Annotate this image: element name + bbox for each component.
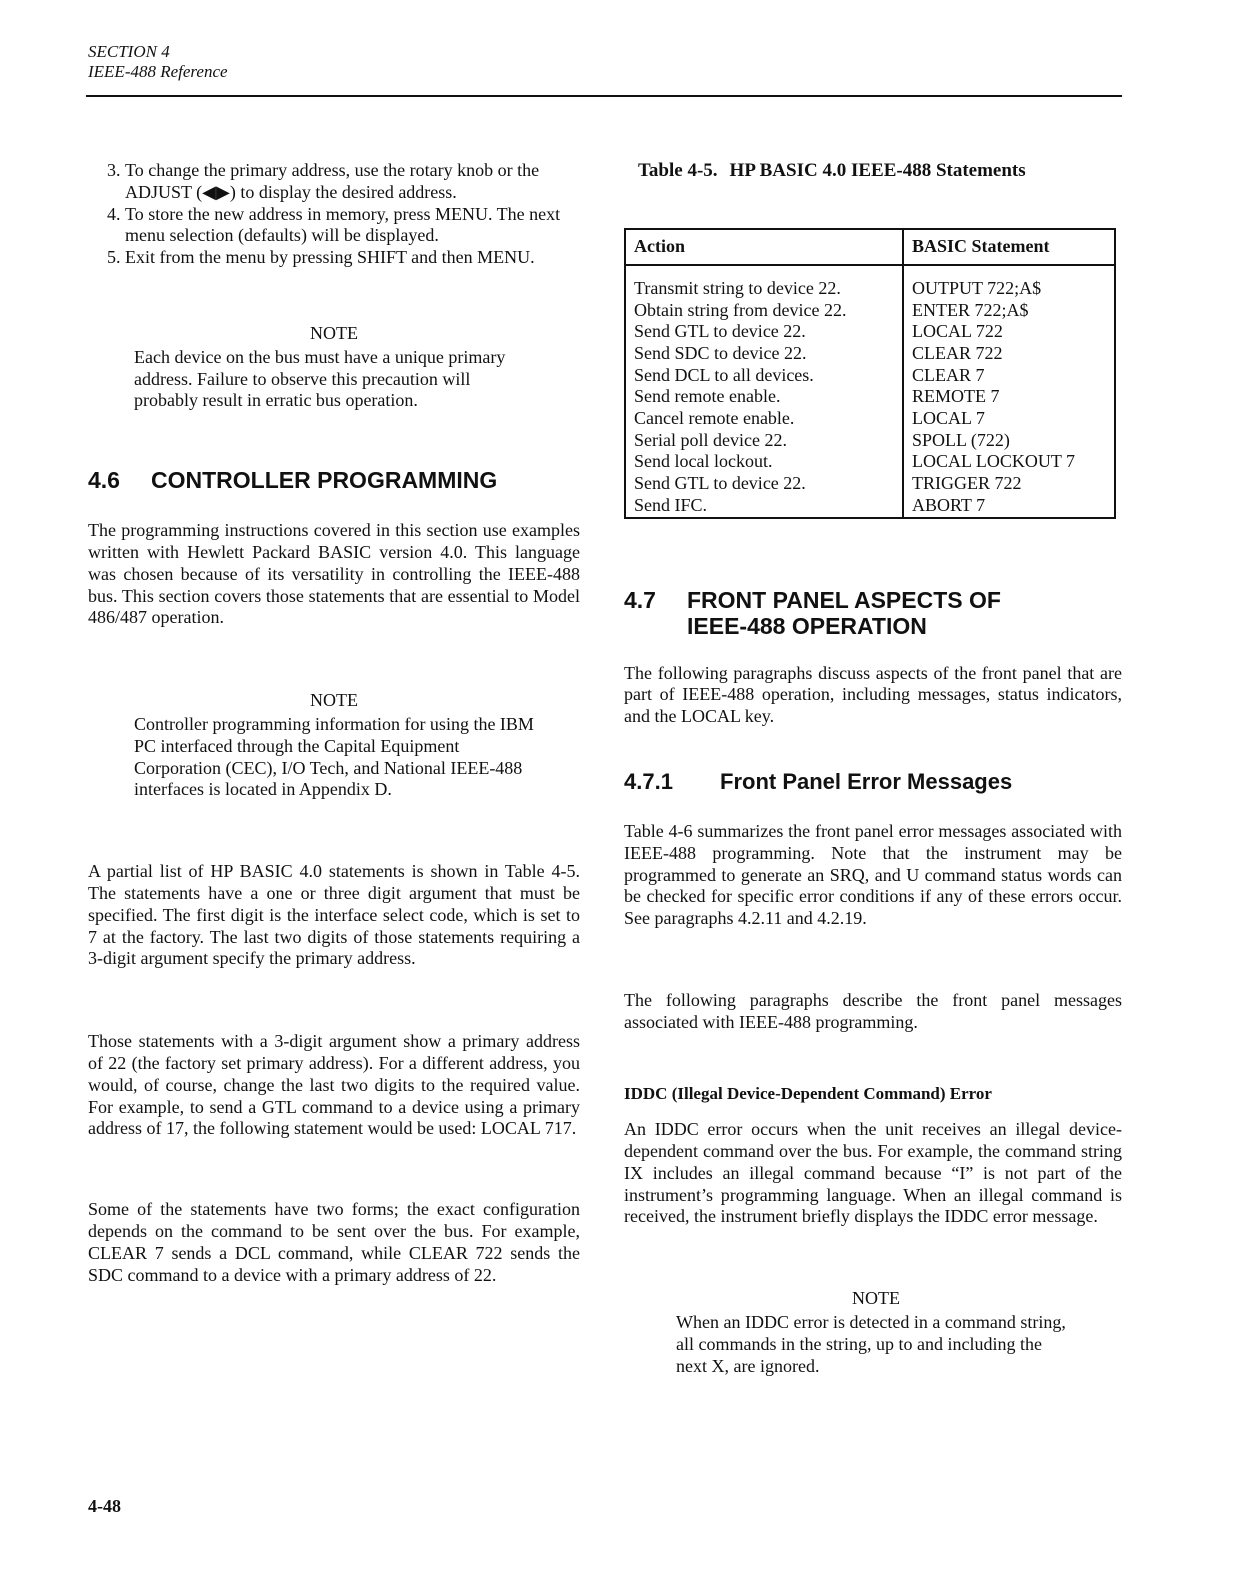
section-title: CONTROLLER PROGRAMMING [151, 467, 498, 494]
step-3: 3. To change the primary address, use the rotary knob or the ADJUST (◀▶) to display the desired address. [125, 160, 580, 204]
table-row [625, 265, 1115, 518]
section-title-line-2: IEEE-488 OPERATION [687, 612, 927, 639]
statement-item: SPOLL (722) [912, 429, 1010, 450]
header-subtitle: IEEE-488 Reference [88, 62, 228, 81]
steps-list [88, 160, 580, 269]
statement-item: LOCAL 7 [912, 408, 985, 429]
action-item: Send GTL to device 22. [634, 321, 806, 342]
note-text: Each device on the bus must have a unique primary address. Failure to observe this precaution will probably result in erratic bus operation. [134, 346, 506, 411]
statement-cell [903, 265, 1115, 518]
paragraph-messages: The following paragraphs describe the front panel messages associated with IEEE-488 programming. [624, 989, 1122, 1032]
page-number: 4-48 [88, 1496, 121, 1516]
section-title [687, 587, 1001, 639]
action-item: Send GTL to device 22. [634, 473, 806, 494]
left-column [88, 160, 580, 1286]
statement-item: TRIGGER 722 [912, 473, 1022, 494]
section-4-6-heading [88, 467, 580, 493]
statement-item: ABORT 7 [912, 494, 986, 515]
note-iddc [676, 1288, 1076, 1377]
action-item: Serial poll device 22. [634, 429, 787, 450]
action-item: Obtain string from device 22. [634, 299, 847, 320]
note-unique-address [134, 323, 534, 412]
paragraph-primary-address: Those statements with a 3-digit argument show a primary address of 22 (the factory set primary address). For a different address, you would, of course, change the last two digits to the required value. For example, to send a GTL command to a device using a primary address of 17, the following statement would be used: LOCAL 717. [88, 1031, 580, 1139]
statement-item: LOCAL LOCKOUT 7 [912, 451, 1075, 472]
paragraph-two-forms: Some of the statements have two forms; the exact configuration depends on the command to be sent over the bus. For example, CLEAR 7 sends a DCL command, while CLEAR 722 sends the SDC command to a device with a primary address of 22. [88, 1199, 580, 1285]
action-item: Send DCL to all devices. [634, 364, 814, 385]
statements-table [624, 228, 1116, 519]
column-header-statement: BASIC Statement [903, 229, 1115, 265]
right-column [624, 160, 1122, 1377]
table-caption [638, 160, 1122, 182]
paragraph-front-panel-intro: The following paragraphs discuss aspects of the front panel that are part of IEEE-488 operation, including messages, status indicators, and the LOCAL key. [624, 662, 1122, 727]
action-item: Send IFC. [634, 494, 708, 515]
action-item: Send SDC to device 22. [634, 342, 807, 363]
section-number: 4.7 [624, 586, 656, 613]
statement-item: OUTPUT 722;A$ [912, 277, 1042, 298]
statement-item: REMOTE 7 [912, 386, 1000, 407]
section-4-7-heading [624, 587, 1122, 639]
section-4-7-1-heading [624, 769, 1122, 795]
section-number: 4.7.1 [624, 768, 673, 794]
note-title: NOTE [310, 322, 358, 343]
note-text: When an IDDC error is detected in a command string, all commands in the string, up to and including the next X, are ignored. [676, 1312, 1066, 1376]
action-item: Cancel remote enable. [634, 408, 795, 429]
paragraph-intro: The programming instructions covered in this section use examples written with Hewlett Packard BASIC version 4.0. This language was chosen because of its versatility in controlling the IEEE-488 bus. This section covers those statements that are essential to Model 486/487 operation. [88, 520, 580, 628]
iddc-heading: IDDC (Illegal Device-Dependent Command) Error [624, 1083, 992, 1103]
action-item: Send local lockout. [634, 451, 773, 472]
step-4: 4. To store the new address in memory, press MENU. The next menu selection (defaults) will be displayed. [125, 204, 580, 248]
action-item: Send remote enable. [634, 386, 781, 407]
paragraph-error-summary: Table 4-6 summarizes the front panel error messages associated with IEEE-488 programming. Note that the instrument may be programmed to generate an SRQ, and U command status words can be checked for specific error conditions if any of these errors occur. See paragraphs 4.2.11 and 4.2.19. [624, 820, 1122, 929]
header-rule [86, 95, 1122, 97]
action-item: Transmit string to device 22. [634, 277, 841, 298]
paragraph-iddc: An IDDC error occurs when the unit receives an illegal device-dependent command over the bus. For example, the command string IX includes an illegal command because “I” is not part of the instrument’s programming language. When an illegal command is received, the instrument briefly displays the IDDC error message. [624, 1119, 1122, 1227]
note-text: Controller programming information for using the IBM PC interfaced through the Capital Equipment Corporation (CEC), I/O Tech, and National IEEE-488 interfaces is located in Appendix D. [134, 713, 534, 800]
note-ibm-pc [134, 690, 534, 801]
section-title: Front Panel Error Messages [720, 768, 1013, 794]
step-5: 5. Exit from the menu by pressing SHIFT and then MENU. [125, 247, 580, 269]
section-number: 4.6 [88, 467, 120, 494]
table-title: HP BASIC 4.0 IEEE-488 Statements [729, 160, 1026, 181]
paragraph-partial-list: A partial list of HP BASIC 4.0 statements is shown in Table 4-5. The statements have a one or three digit argument that must be specified. The first digit is the interface select code, which is set to 7 at the factory. The last two digits of those statements requiring a 3-digit argument specify the primary address. [88, 861, 580, 969]
note-title: NOTE [310, 690, 358, 711]
running-header [88, 42, 228, 82]
statement-item: ENTER 722;A$ [912, 299, 1029, 320]
header-section: SECTION 4 [88, 42, 170, 61]
statement-item: LOCAL 722 [912, 321, 1003, 342]
statement-item: CLEAR 7 [912, 364, 985, 385]
statement-item: CLEAR 722 [912, 342, 1003, 363]
section-title-line-1: FRONT PANEL ASPECTS OF [687, 586, 1001, 613]
column-header-action: Action [625, 229, 903, 265]
action-cell [625, 265, 903, 518]
table-label: Table 4-5. [638, 160, 718, 181]
note-title: NOTE [852, 1288, 900, 1309]
